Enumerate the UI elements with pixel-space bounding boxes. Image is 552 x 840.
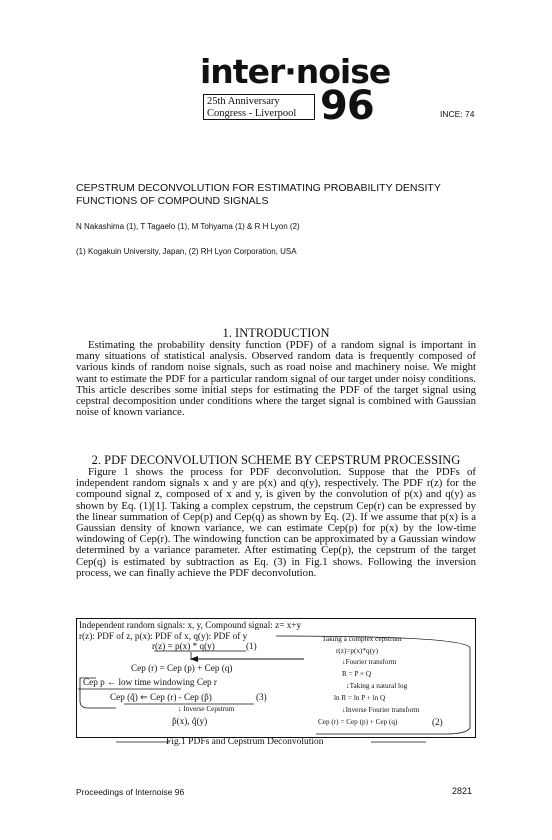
right-convolution: r(z)=p(x)*q(y) bbox=[336, 647, 378, 655]
figure-line-2: r(z): PDF of z, p(x): PDF of x, q(y): PDF of y bbox=[79, 631, 248, 641]
figure-caption: Fig.1 PDFs and Cepstrum Deconvolution bbox=[166, 737, 324, 747]
anniversary-box bbox=[203, 94, 315, 120]
equation-2-number: (2) bbox=[432, 717, 443, 727]
result-estimates: p̂(x), q̂(y) bbox=[172, 716, 208, 726]
inverse-fourier-step: ↓Inverse Fourier transform bbox=[342, 706, 420, 714]
log-sum: ln R = ln P + ln Q bbox=[334, 694, 386, 702]
log-step: ↓Taking a natural log bbox=[346, 682, 408, 690]
right-title: Taking a complex cepstrum bbox=[322, 635, 402, 643]
section-body-pdf-deconvolution: Figure 1 shows the process for PDF deconvolution. Suppose that the PDFs of independent random signals x and y are p(x) and q(y), respectively. The PDF r(z) for the compound signal z, composed of x and y, is given by the convolution of p(x) and q(y) as shown by Eq. (1)[1]. Taking a complex cepstrum, the cepstrum Cep(r) can be expressed by the linear summation of Cep(p) and Cep(q) as shown by Eq. (2). If we assume that p(x) is a Gaussian density of known variance, we can estimate Cep(p) for p(x) by the low-time windowing of Cep(r). The windowing function can be approximated by a Gaussian window determined by a variance parameter. After estimating Cep(p), the cepstrum of the target Cep(q) is estimated by subtraction as Eq. (3) in Fig.1 shows. Following the inversion process, we can finally achieve the PDF deconvolution. bbox=[76, 466, 476, 579]
paper-code: INCE: 74 bbox=[440, 109, 475, 119]
paper-title: CEPSTRUM DECONVOLUTION FOR ESTIMATING PROBABILITY DENSITY FUNCTIONS OF COMPOUND SIGNALS bbox=[76, 182, 441, 207]
proceedings-footer: Proceedings of Internoise 96 bbox=[76, 787, 185, 797]
section-heading-introduction: 1. INTRODUCTION bbox=[222, 326, 330, 340]
equation-1-number: (1) bbox=[246, 641, 257, 651]
anniversary-line-2: Congress - Liverpool bbox=[207, 107, 297, 119]
equation-3: Cep (q̂) ⇐ Cep (r) - Cep (p̂) bbox=[110, 692, 212, 702]
affiliation-list: (1) Kogakuin University, Japan, (2) RH Lyon Corporation, USA bbox=[76, 247, 297, 256]
author-list: N Nakashima (1), T Tagaelo (1), M Tohyama (1) & R H Lyon (2) bbox=[76, 222, 300, 231]
figure-line-1: Independent random signals: x, y, Compound signal: z= x+y bbox=[79, 620, 302, 630]
equation-1: r(z) = p(x) * q(y) bbox=[152, 641, 215, 651]
logo-wordmark: inter·noise bbox=[200, 52, 391, 91]
equation-2-left: Cep (r) = Cep (p) + Cep (q) bbox=[131, 663, 233, 673]
section-heading-pdf-deconvolution: 2. PDF DECONVOLUTION SCHEME BY CEPSTRUM PROCESSING bbox=[91, 453, 461, 467]
section-body-introduction: Estimating the probability density function (PDF) of a random signal is important in many situations of statistical analysis. Observed random data is frequently composed of various kinds of random noise signals, such as road noise and machinery noise. We might want to estimate the PDF for a particular random signal of our target under noisy conditions. This article describes some initial steps for estimating the PDF of the target signal using cepstral decomposition under conditions where the target signal is combined with Gaussian noise of known variance. bbox=[76, 339, 476, 419]
window-step: Cep p ← low time windowing Cep r bbox=[83, 677, 217, 687]
logo-number: 96 bbox=[320, 83, 374, 129]
equation-3-number: (3) bbox=[256, 692, 267, 702]
anniversary-line-1: 25th Anniversary bbox=[207, 96, 280, 107]
spectrum-product: R = P × Q bbox=[342, 670, 372, 678]
page-number: 2821 bbox=[452, 786, 473, 796]
fourier-step: ↓Fourier transform bbox=[342, 658, 397, 666]
equation-2-right: Cep (r) = Cep (p) + Cep (q) bbox=[318, 718, 398, 726]
inverse-cepstrum-step: ↓ Inverse Cepstrum bbox=[178, 705, 235, 713]
